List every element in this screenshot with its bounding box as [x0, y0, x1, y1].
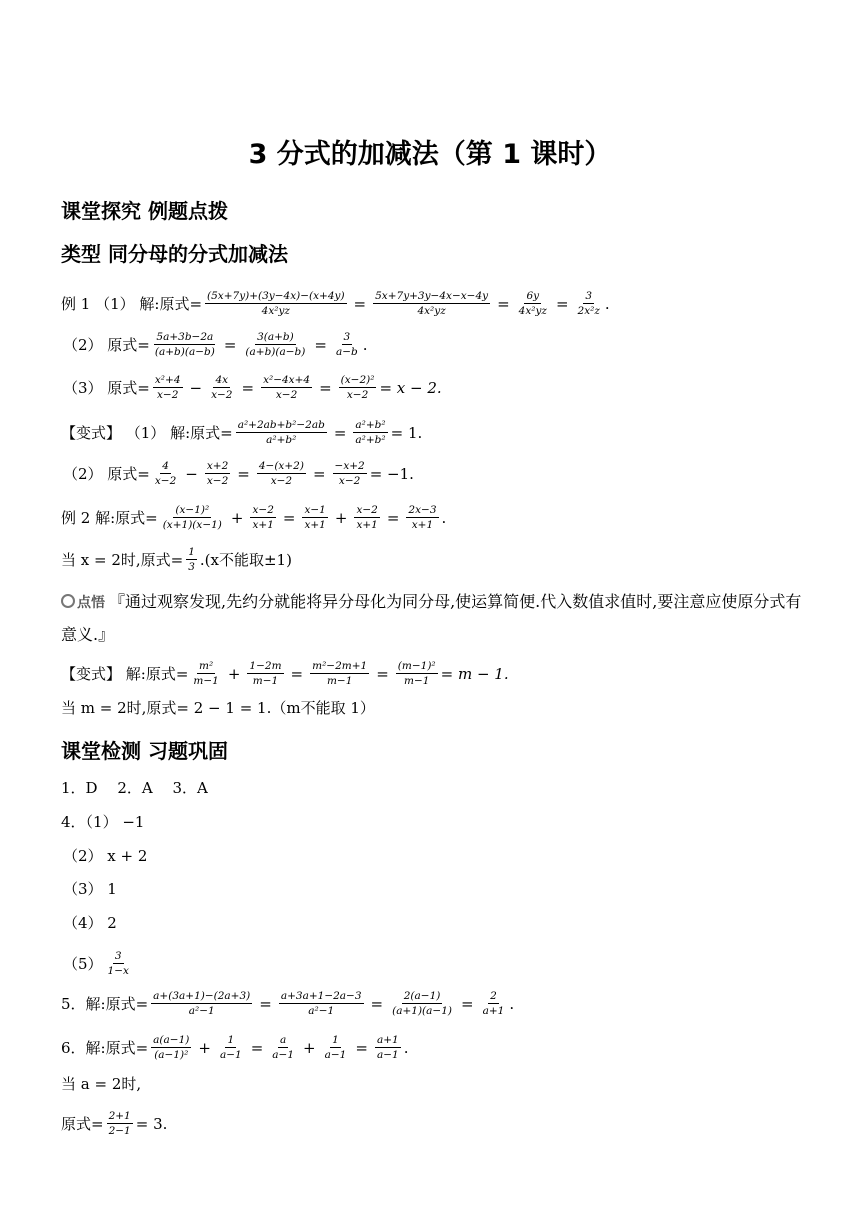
fraction: $\frac{5a+3b-2a}{(a+b)(a-b)}$ [154, 331, 215, 358]
example2-line2: 当 x = 2时,原式= $\frac{1}{3}$ .(x不能取±1) [61, 546, 292, 573]
fraction: $\frac{\text{(m−1)²}}{m-1}$ [397, 660, 436, 687]
example2-line1: 例 2 解:原式= $\frac{\text{(x−1)²}}{(x+1)(x-1)}$ + $\frac{x-2}{x+1}$ = $\frac{x-1}{x+1}$ + $\frac{x-2}{x+1}$ = $\frac{2x-3}{x+1}$ . [61, 504, 447, 531]
fraction: $\frac{2x-3}{x+1}$ [408, 504, 437, 531]
fraction: $\frac{\text{a²+b²}}{\text{a²+b²}}$ [355, 419, 386, 446]
variant2-line2: 当 m = 2时,原式= 2 − 1 = 1.（m不能取 1） [61, 699, 375, 717]
fraction: $\frac{1}{a-1}$ [324, 1034, 347, 1061]
fraction: $\frac{x-2}{x+1}$ [252, 504, 274, 531]
fraction: $\frac{\text{a²+2ab+b²−2ab}}{\text{a²+b²}}$ [237, 419, 325, 446]
magnifier-icon [61, 594, 75, 608]
fraction: $\frac{\text{(x−1)²}}{(x+1)(x-1)}$ [162, 504, 222, 531]
fraction: $\frac{2+1}{2-1}$ [108, 1110, 131, 1137]
variant1-line1: 【变式】 （1） 解:原式= $\frac{\text{a²+2ab+b²−2ab}}{\text{a²+b²}}$ = $\frac{\text{a²+b²}}{\text{a²+b²}}$ = 1. [61, 419, 423, 446]
answer-4-3: （3） 1 [63, 880, 117, 898]
answer-4-4: （4） 2 [63, 914, 117, 932]
example1-line1: 例 1 （1） 解:原式= $\frac{(5x+7y)+(3y-4x)-(x+4y)}{\text{4x²yz}}$ = $\frac{5x+7y+3y-4x-x-4y}{\text{4x²yz}}$ = $\frac{6y}{\text{4x²yz}}$ = $\frac{3}{\text{2x²z}}$ . [61, 290, 610, 317]
section-heading-check: 课堂检测 习题巩固 [61, 739, 228, 763]
fraction: $\frac{x+2}{x-2}$ [206, 460, 229, 487]
section-heading-type: 类型 同分母的分式加减法 [61, 242, 288, 266]
answer-4-2: （2） x + 2 [63, 847, 148, 865]
page-title: 3 分式的加减法（第 1 课时） [248, 139, 612, 170]
fraction: $\frac{3}{a-b}$ [335, 331, 358, 358]
fraction: $\frac{1}{a-1}$ [219, 1034, 242, 1061]
fraction: $\frac{\text{x²−4x+4}}{x-2}$ [263, 374, 311, 401]
fraction: $\frac{4-(x+2)}{x-2}$ [258, 460, 304, 487]
variant1-line2: （2） 原式= $\frac{4}{x-2}$ − $\frac{x+2}{x-2}$ = $\frac{4-(x+2)}{x-2}$ = $\frac{-x+2}{x-2}$ = −1. [63, 460, 414, 487]
fraction: $\frac{\text{x²+4}}{x-2}$ [154, 374, 181, 401]
variant2-line1: 【变式】 解:原式= $\frac{\text{m²}}{m-1}$ + $\frac{1-2m}{m-1}$ = $\frac{\text{m²−2m+1}}{m-1}$ = $\frac{\text{(m−1)²}}{m-1}$ = m − 1. [61, 660, 509, 687]
fraction: $\frac{\text{(x−2)²}}{x-2}$ [340, 374, 375, 401]
answer-6-result: 原式= $\frac{2+1}{2-1}$ = 3. [61, 1110, 168, 1137]
fraction: $\frac{a+(3a+1)-(2a+3)}{\text{a²−1}}$ [153, 990, 251, 1017]
fraction: $\frac{\text{m²−2m+1}}{m-1}$ [312, 660, 368, 687]
insight-note: 点悟 『通过观察发现,先约分就能将异分母化为同分母,使运算简便.代入数值求值时,要注意应使原分式有意义.』 [61, 586, 806, 650]
fraction: $\frac{1-2m}{m-1}$ [249, 660, 282, 687]
fraction: $\frac{4x}{x-2}$ [211, 374, 233, 401]
example1-line3: （3） 原式= $\frac{\text{x²+4}}{x-2}$ − $\frac{4x}{x-2}$ = $\frac{\text{x²−4x+4}}{x-2}$ = $\frac{\text{(x−2)²}}{x-2}$ = x − 2. [63, 374, 442, 401]
fraction: $\frac{a(a-1)}{\text{(a−1)²}}$ [153, 1034, 190, 1061]
fraction: $\frac{5x+7y+3y-4x-x-4y}{\text{4x²yz}}$ [375, 290, 489, 317]
fraction: $\frac{a+3a+1-2a-3}{\text{a²−1}}$ [280, 990, 362, 1017]
fraction: $\frac{4}{x-2}$ [154, 460, 177, 487]
fraction: $\frac{x-2}{x+1}$ [356, 504, 378, 531]
fraction: $\frac{3}{\text{2x²z}}$ [577, 290, 600, 317]
fraction: $\frac{\text{m²}}{m-1}$ [193, 660, 219, 687]
fraction: $\frac{a}{a-1}$ [272, 1034, 295, 1061]
answer-4-1: 4．（1） −1 [61, 813, 145, 831]
fraction: $\frac{6y}{\text{4x²yz}}$ [518, 290, 547, 317]
fraction: $\frac{3}{1-x}$ [107, 950, 129, 977]
section-heading-explore: 课堂探究 例题点拨 [61, 199, 228, 223]
fraction: $\frac{2(a-1)}{(a+1)(a-1)}$ [392, 990, 452, 1017]
insight-badge: 点悟 [61, 588, 105, 619]
answer-4-5: （5） $\frac{3}{1-x}$ [63, 950, 129, 977]
answer-5: 5．解:原式= $\frac{a+(3a+1)-(2a+3)}{\text{a²−1}}$ = $\frac{a+3a+1-2a-3}{\text{a²−1}}$ = $\frac{2(a-1)}{(a+1)(a-1)}$ = $\frac{2}{a+1}$ . [61, 990, 515, 1017]
answer-6: 6．解:原式= $\frac{a(a-1)}{\text{(a−1)²}}$ + $\frac{1}{a-1}$ = $\frac{a}{a-1}$ + $\frac{1}{a-1}$ = $\frac{a+1}{a-1}$ . [61, 1034, 409, 1061]
fraction: $\frac{a+1}{a-1}$ [376, 1034, 399, 1061]
fraction: $\frac{2}{a+1}$ [482, 990, 505, 1017]
fraction: $\frac{1}{3}$ [188, 546, 195, 573]
fraction: $\frac{(5x+7y)+(3y-4x)-(x+4y)}{\text{4x²yz}}$ [207, 290, 345, 317]
fraction: $\frac{x-1}{x+1}$ [304, 504, 326, 531]
answer-6-when: 当 a = 2时, [61, 1075, 142, 1093]
fraction: $\frac{3(a+b)}{(a+b)(a-b)}$ [245, 331, 306, 358]
fraction: $\frac{-x+2}{x-2}$ [334, 460, 365, 487]
example1-line2: （2） 原式= $\frac{5a+3b-2a}{(a+b)(a-b)}$ = $\frac{3(a+b)}{(a+b)(a-b)}$ = $\frac{3}{a-b}$ . [63, 331, 368, 358]
answers-1-3: 1．D 2．A 3．A [61, 779, 208, 797]
